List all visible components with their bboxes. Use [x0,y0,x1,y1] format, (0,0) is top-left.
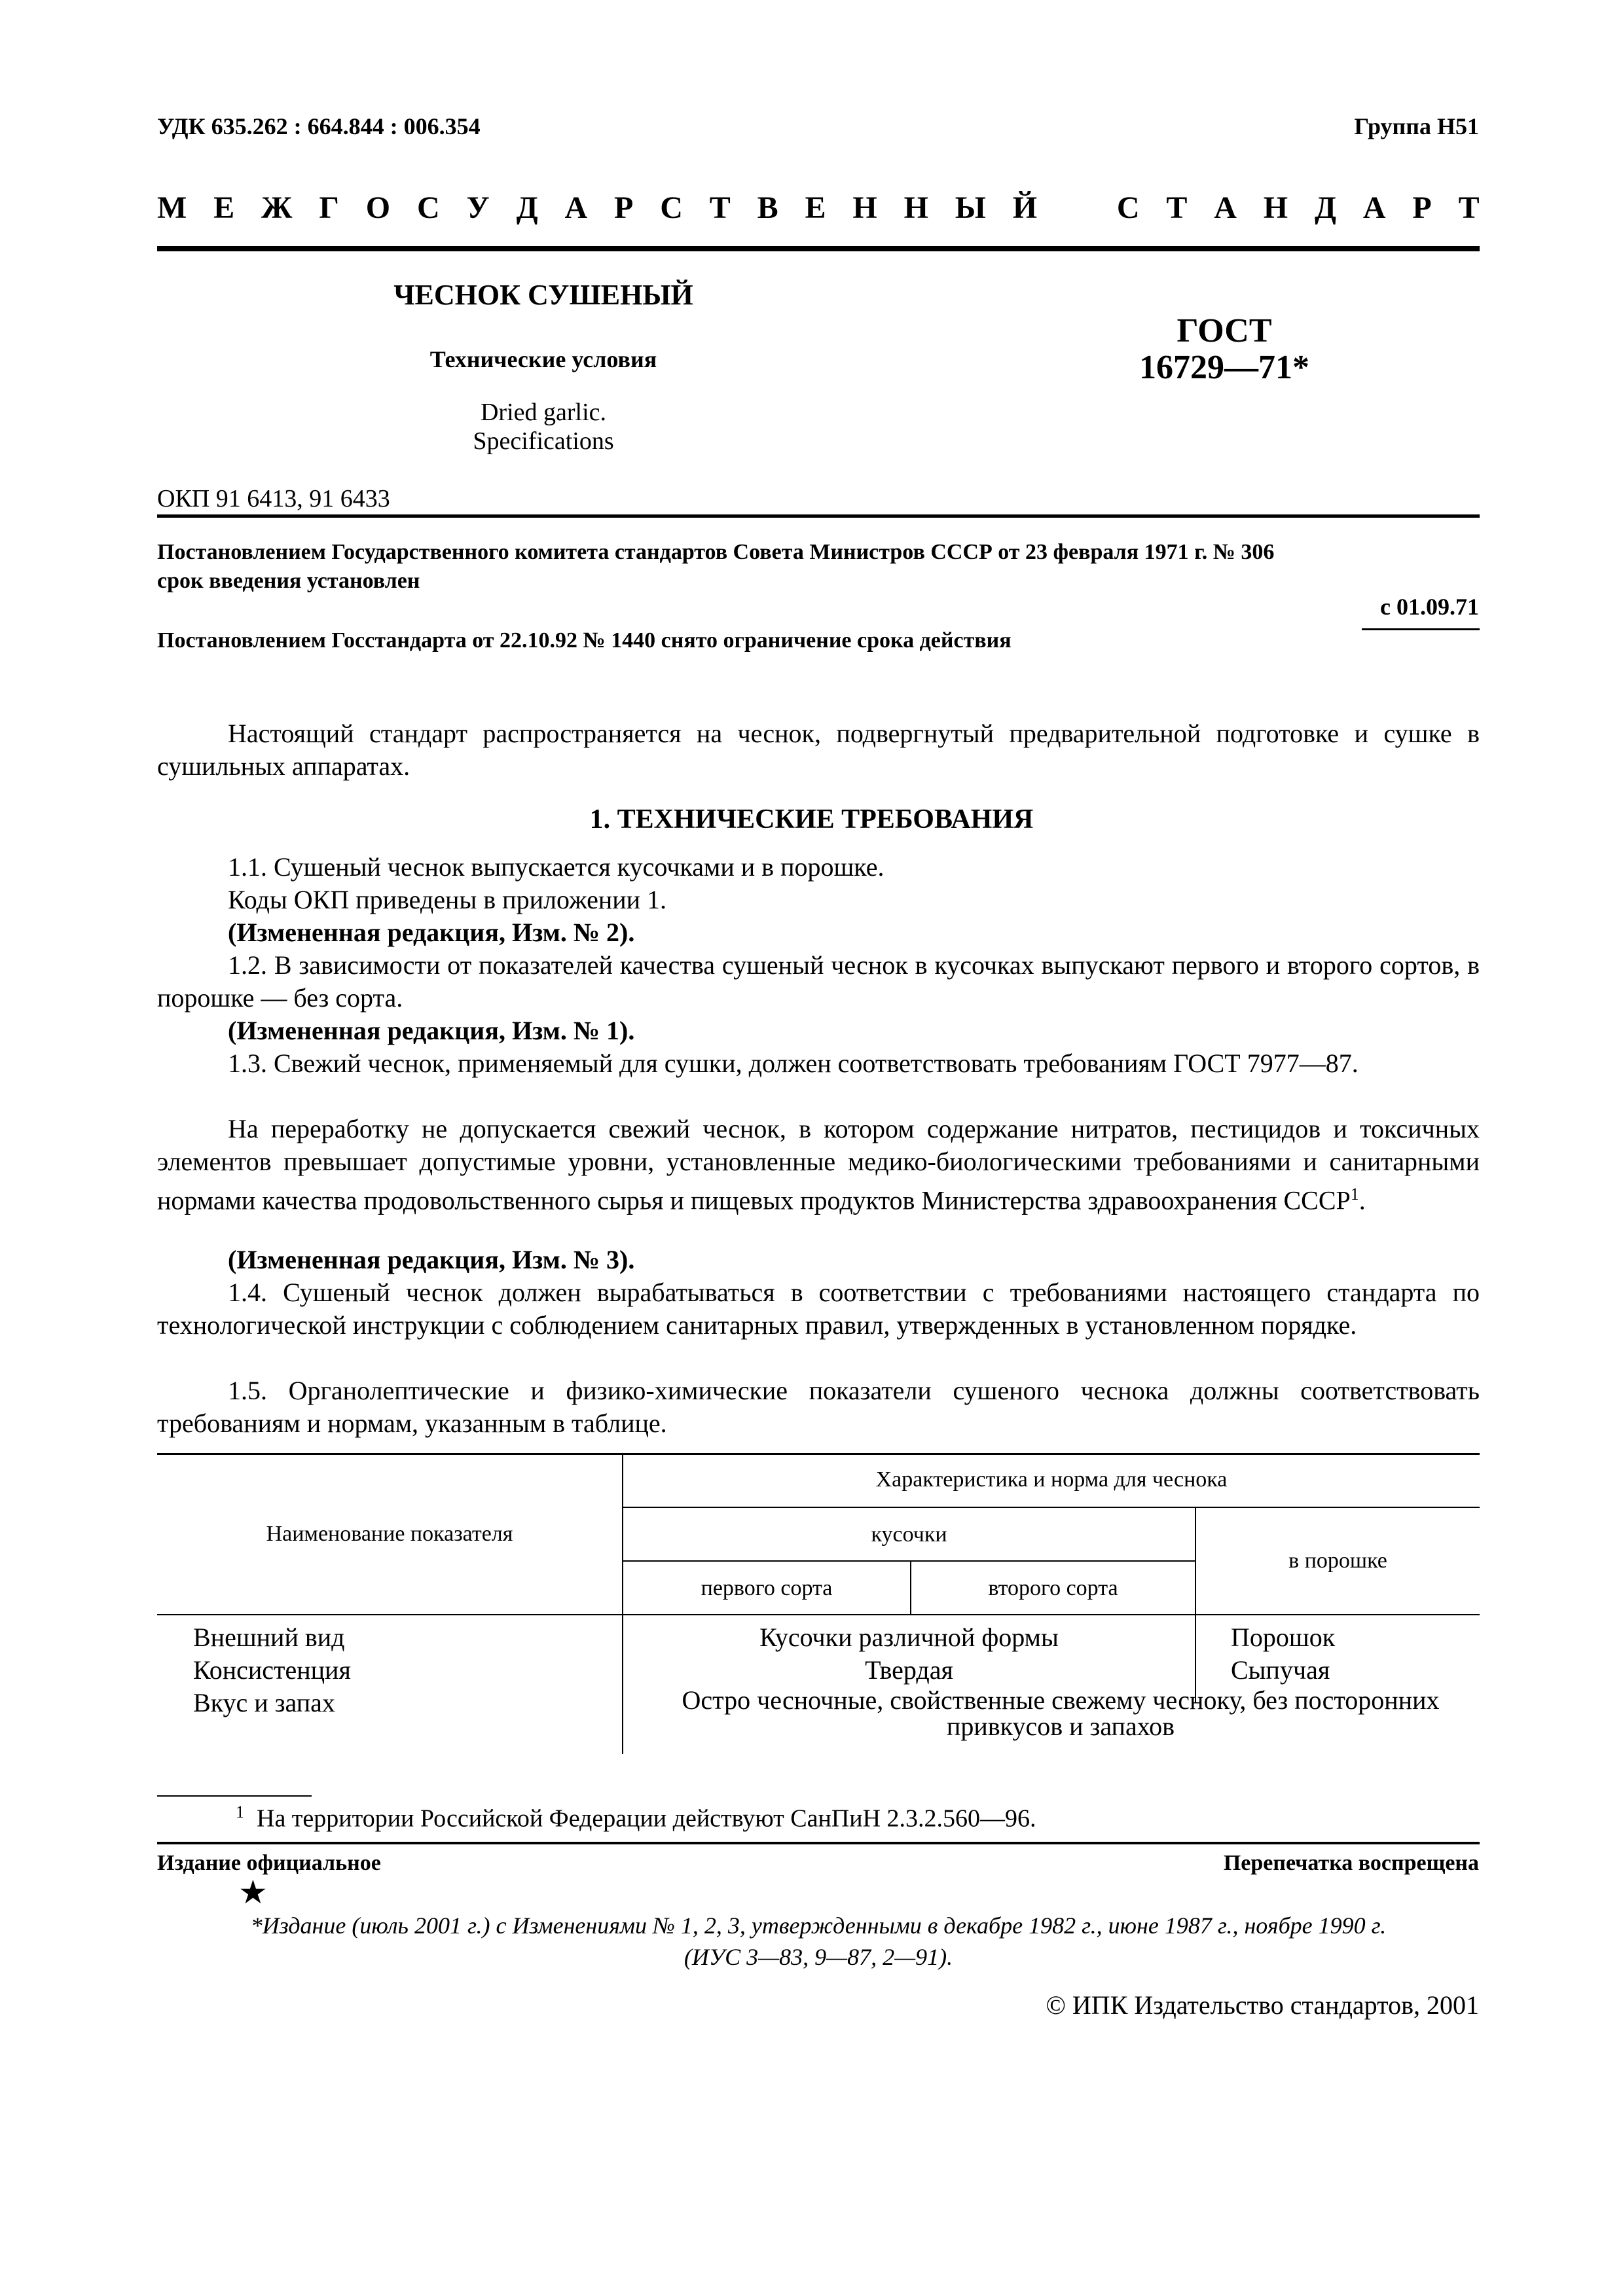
table-top-rule [157,1453,1480,1455]
decree-text [157,538,1480,596]
table-group-rule [622,1507,1480,1508]
official-edition-label: Издание официальное [157,1851,381,1875]
edition-note [157,1910,1480,1973]
table-header-bottom-rule [157,1614,1480,1615]
heading-letter: С [660,190,683,225]
heading-letter: Д [1314,190,1337,225]
table-col-divider-powder [1195,1507,1196,1703]
heading-letter: Н [852,190,877,225]
document-subtitle: Технические условия [429,346,657,372]
gost-number: 16729—71* [1139,349,1309,386]
edition-note-line2: (ИУС 3—83, 9—87, 2—91). [684,1944,953,1970]
clause-1-4: 1.4. Сушеный чеснок должен вырабатываться в соответствии с требованиями настоящего стандарта по технологической инструкции с соблюдением санитарных правил, утвержденных в установленном порядке. [157,1278,1480,1340]
heading-letter: Г [319,190,339,225]
reprint-prohibited-label: Перепечатка воспрещена [1223,1851,1479,1875]
table-header-first: первого сорта [701,1576,833,1600]
table-pieces-rule [622,1560,1195,1562]
heading-letter: Н [1263,190,1288,225]
intro-paragraph: Настоящий стандарт распространяется на чеснок, подвергнутый предварительной подготовке и сушке в сушильных аппаратах. [157,719,1480,781]
table-row-merged: Остро чесночные, свойственные свежему чесноку, без посторонних привкусов и запахов [682,1685,1440,1741]
table-header-name: Наименование показателя [266,1522,513,1546]
heading-letter: Р [1412,190,1432,225]
heading-letter: Р [614,190,634,225]
table-row-powder: Порошок [1231,1623,1336,1652]
table-row-name: Вкус и запах [193,1688,335,1717]
table-row-pieces: Кусочки различной формы [759,1623,1059,1652]
heading-letter: А [1214,190,1237,225]
clause-1-3: 1.3. Свежий чеснок, применяемый для сушки, должен соответствовать требованиям ГОСТ 7977—87. [228,1049,1359,1078]
date-underline [1362,628,1480,630]
heading-letter: А [564,190,588,225]
heading-letter: О [365,190,391,225]
heading-letter: Ы [955,190,986,225]
amendment-note-1: (Измененная редакция, Изм. № 1). [228,1016,635,1045]
heading-letter: У [466,190,490,225]
heading-letter: С [416,190,440,225]
interstate-standard-heading [157,190,1480,226]
heading-letter: В [757,190,778,225]
clause-1-1: 1.1. Сушеный чеснок выпускается кусочками и в порошке. [228,852,884,882]
introduction-date: с 01.09.71 [1380,594,1479,620]
heading-word-gap [1064,190,1090,226]
footnote-text: На территории Российской Федерации действуют СанПиН 2.3.2.560—96. [257,1804,1036,1833]
table-header-second: второго сорта [988,1576,1118,1600]
heading-letter: М [157,190,187,225]
heading-letter: С [1116,190,1140,225]
heading-letter: Ж [261,190,293,225]
amendment-note-3: (Измененная редакция, Изм. № 3). [228,1245,635,1274]
table-row-pieces: Твердая [865,1655,953,1685]
table-row-powder: Сыпучая [1231,1655,1330,1685]
document-title: ЧЕСНОК СУШЕНЫЙ [393,279,693,311]
english-title-line2: Specifications [473,427,614,455]
footnote-mark: 1 [236,1803,244,1821]
table-col-divider-1 [622,1453,623,1754]
copyright: © ИПК Издательство стандартов, 2001 [1046,1990,1479,2020]
clause-1-1-okp: Коды ОКП приведены в приложении 1. [228,885,667,914]
footnote-ref: 1 [1350,1185,1359,1204]
decree-line1: Постановлением Государственного комитета стандартов Совета Министров СССР от 23 февраля 1971 г. № 306 [157,540,1275,564]
clause-1-2: 1.2. В зависимости от показателей качества сушеный чеснок в кусочках выпускают первого и второго сортов, в порошке — без сорта. [157,950,1480,1013]
edition-note-line1: *Издание (июль 2001 г.) с Изменениями № 1, 2, 3, утвержденными в декабре 1982 г., июне 1987 г., ноябре 1990 г. [250,1912,1387,1939]
clause-1-5: 1.5. Органолептические и физико-химические показатели сушеного чеснока должны соответствовать требованиям и нормам, указанным в таблице. [157,1376,1480,1438]
heading-letter: Н [903,190,928,225]
heading-letter: Т [1166,190,1188,225]
star-icon: ★ [238,1874,268,1910]
heading-letter: Т [709,190,731,225]
heading-letter: Е [213,190,235,225]
clause-1-3-restrictions-text: На переработку не допускается свежий чеснок, в котором содержание нитратов, пестицидов и токсичных элементов превышает допустимые уровни, установленные медико-биологическими требованиями и санитарными нормами качества продовольственного сырья и пищевых продуктов Министерства здравоохранения СССР [157,1114,1480,1215]
heading-letter: Д [516,190,538,225]
gost-label: ГОСТ [1176,312,1272,350]
section-heading: 1. ТЕХНИЧЕСКИЕ ТРЕБОВАНИЯ [589,804,1034,834]
decree-line2: срок введения установлен [157,569,420,593]
english-title-line1: Dried garlic. [480,399,607,426]
title-block [314,278,773,456]
udk-code: УДК 635.262 : 664.844 : 006.354 [157,113,481,139]
table-row-name: Консистенция [193,1655,351,1685]
heading-letter: А [1362,190,1386,225]
group-code: Группа Н51 [1354,113,1479,139]
footnote-rule [157,1795,312,1797]
table-header-powder: в порошке [1288,1549,1387,1573]
clause-1-3-restrictions: На переработку не допускается свежий чеснок, в котором содержание нитратов, пестицидов и токсичных элементов превышает допустимые уровни, установленные медико-биологическими требованиями и санитарными нормами качества продовольственного сырья и пищевых продуктов Министерства здравоохранения СССР$^1$. [157,1114,1480,1215]
header-rule [157,246,1480,251]
decree-line3: Постановлением Госстандарта от 22.10.92 № 1440 снято ограничение срока действия [157,628,1012,653]
okp-rule [157,514,1480,518]
document-title-english [314,398,773,456]
heading-letter: Й [1012,190,1038,225]
gost-designation [1106,313,1342,386]
amendment-note-2: (Измененная редакция, Изм. № 2). [228,918,635,947]
table-row-name: Внешний вид [193,1623,345,1652]
heading-letter: Е [805,190,826,225]
table-header-group: Характеристика и норма для чеснока [875,1467,1228,1492]
heading-letter: Т [1458,190,1480,225]
okp-codes: ОКП 91 6413, 91 6433 [157,485,390,512]
footer-rule [157,1842,1480,1844]
footnote [236,1803,1036,1833]
table-header-pieces: кусочки [871,1522,947,1547]
